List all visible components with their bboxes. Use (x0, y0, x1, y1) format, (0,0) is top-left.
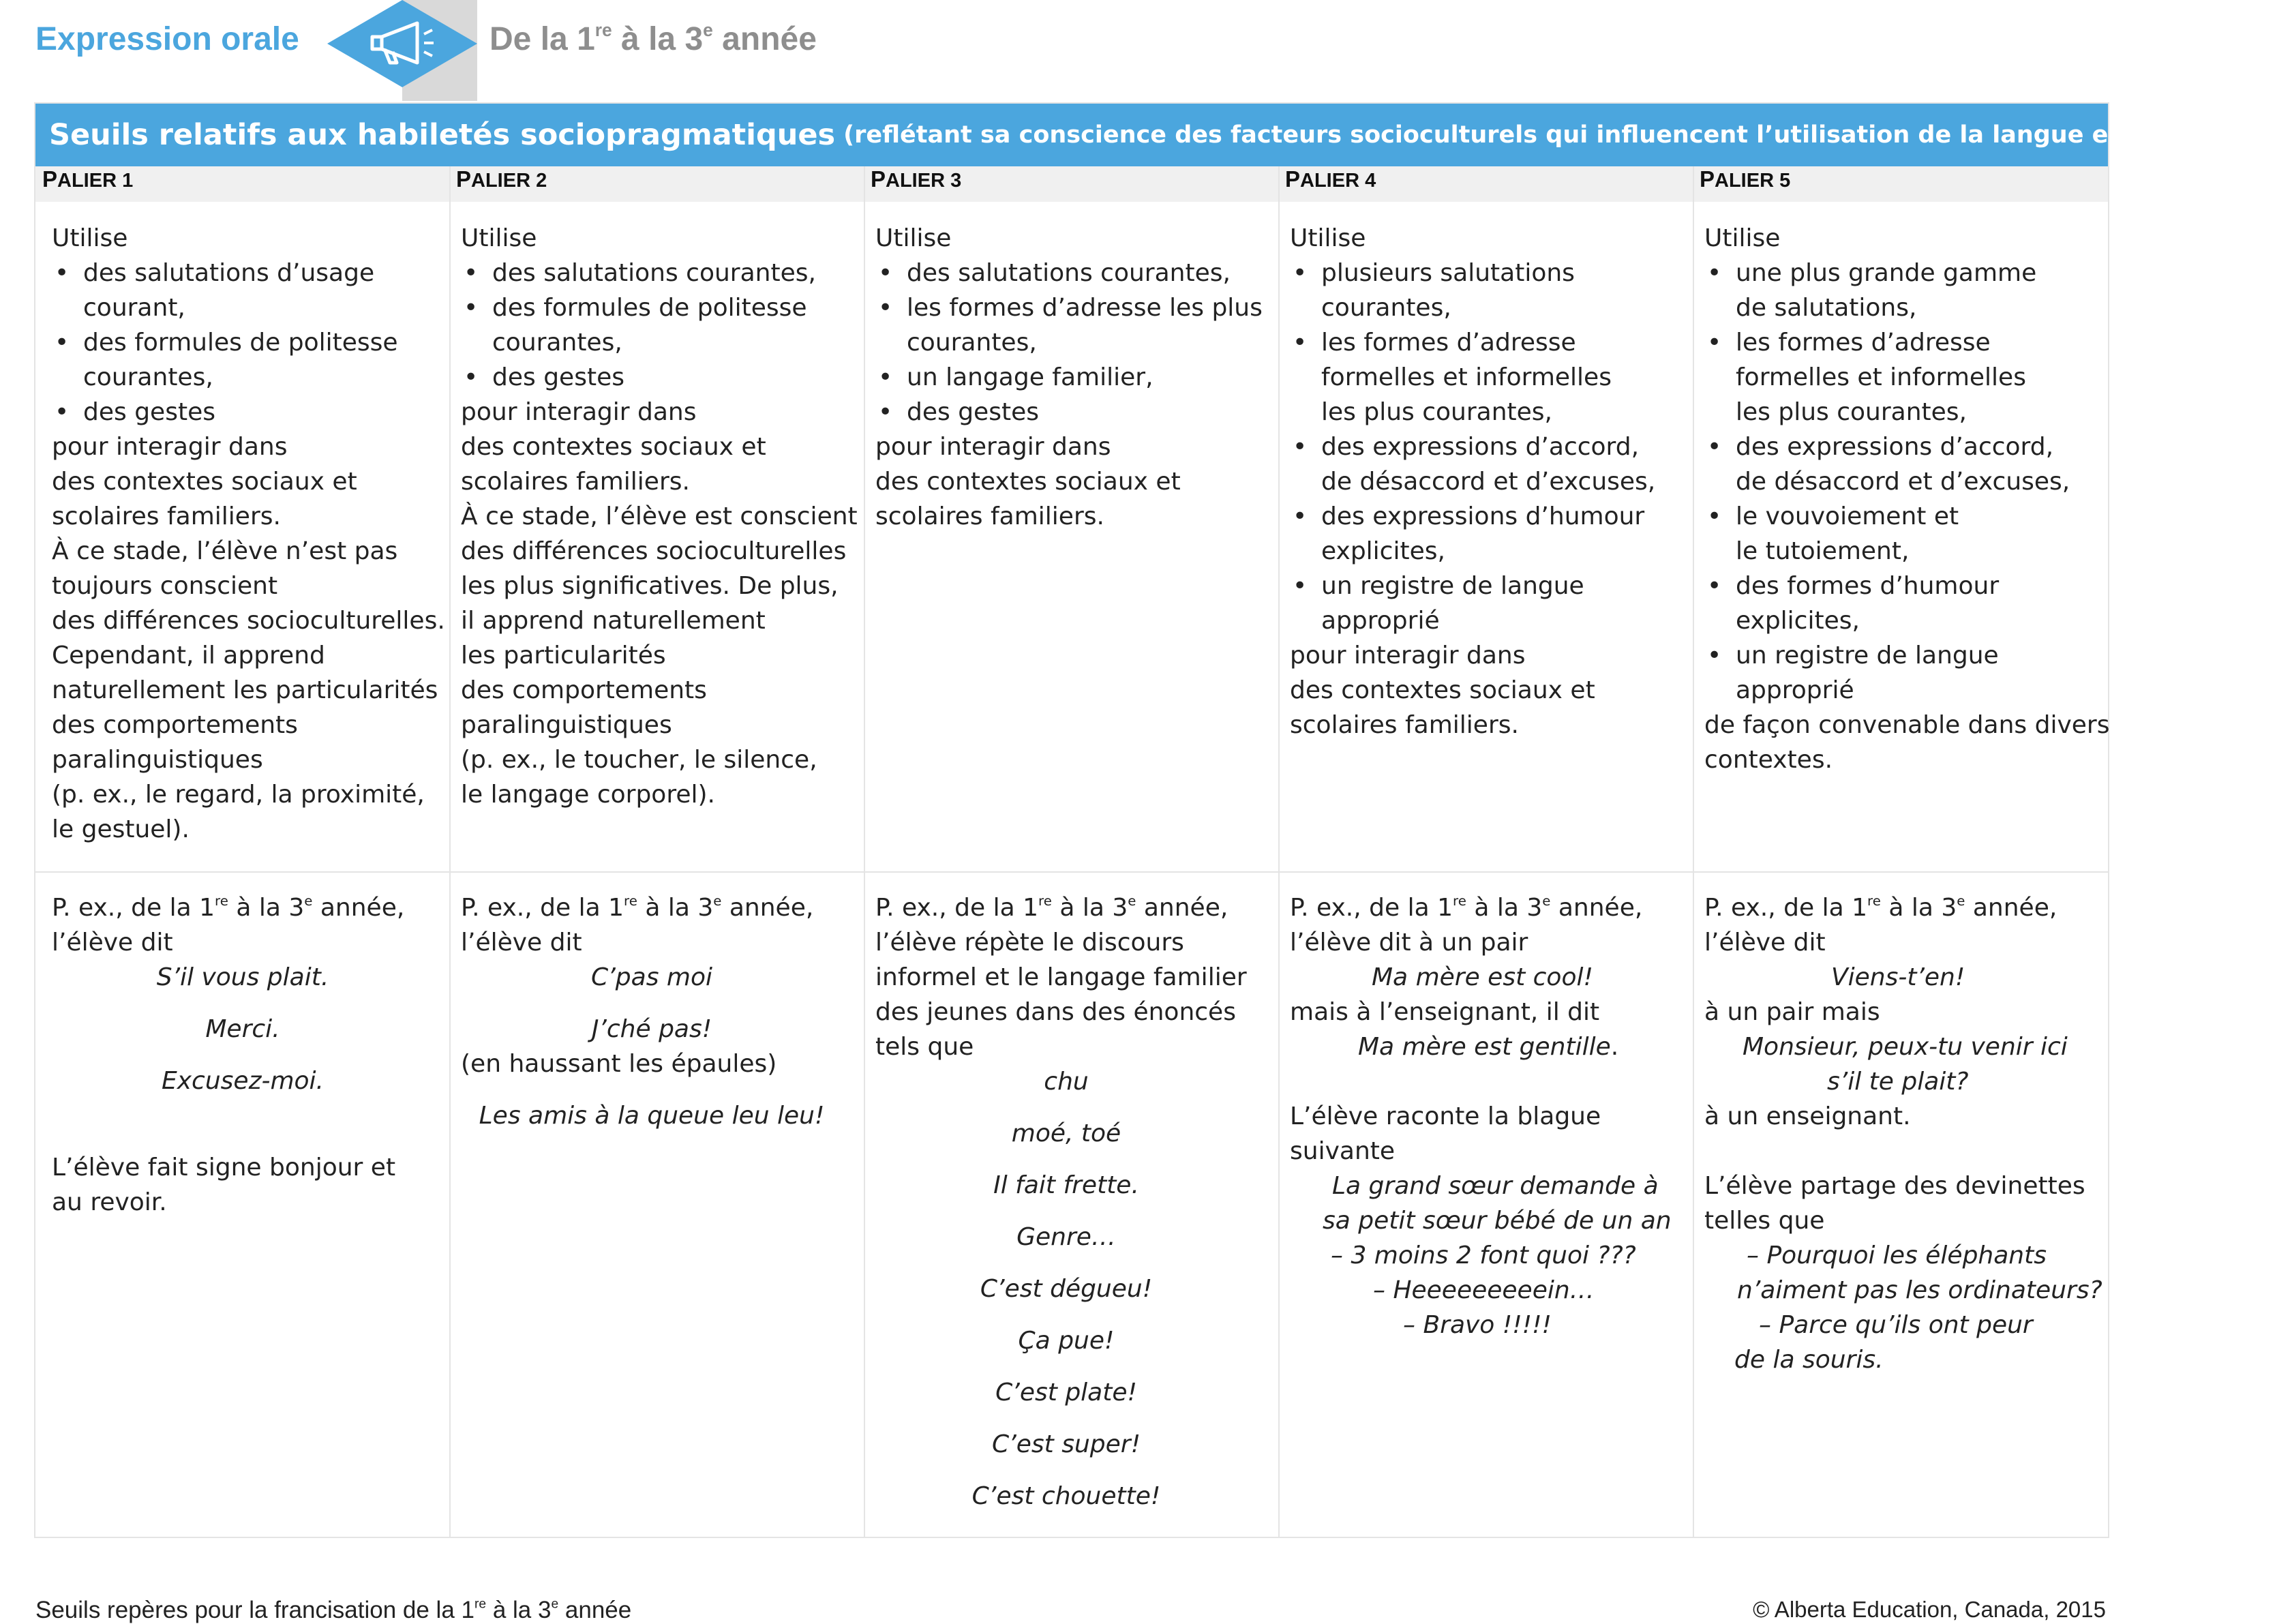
column-divider (449, 166, 451, 1537)
cell-text: pour interagir dans (461, 398, 697, 426)
list-item: • un langage familier, (875, 360, 1257, 395)
cell-text: Utilise (52, 224, 128, 252)
list-item: • des expressions d’accord, de désaccord et d’excuses, (1704, 430, 2086, 499)
cell-text: contextes. (1704, 746, 1833, 774)
cell-text: L’élève partage des devinettes (1704, 1172, 2085, 1200)
example-phrase: s’il te plait? (1827, 1068, 1969, 1096)
cell-text: telles que (1704, 1207, 1825, 1235)
banner-title: Seuils relatifs aux habiletés sociopragmatiques (49, 118, 836, 152)
cell-text: (p. ex., le regard, la proximité, (52, 781, 425, 809)
cell-text: naturellement les particularités (52, 676, 438, 704)
cell-text: des comportements (461, 676, 707, 704)
example-intro: P. ex., de la 1re à la 3e année, (875, 893, 1228, 922)
example-phrase: chu (1044, 1068, 1089, 1096)
palier-4-examples (1290, 890, 1672, 1342)
cell-text: scolaires familiers. (52, 502, 281, 530)
example-phrase: Monsieur, peux-tu venir ici (1743, 1033, 2068, 1061)
cell-text: le langage corporel). (461, 781, 715, 809)
palier-5-examples (1704, 890, 2102, 1377)
example-intro: P. ex., de la 1re à la 3e année, (461, 893, 814, 922)
cell-text: des différences socioculturelles. (52, 607, 445, 635)
example-intro: P. ex., de la 1re à la 3e année, (1704, 893, 2057, 922)
list-item: • un registre de langue approprié (1704, 638, 2086, 708)
cell-text: Utilise (1290, 224, 1366, 252)
cell-text: À ce stade, l’élève n’est pas (52, 537, 398, 565)
joke-line: – Bravo !!!!! (1403, 1311, 1552, 1339)
cell-text: suivante (1290, 1137, 1396, 1165)
cell-text: Utilise (875, 224, 952, 252)
page-header-subtitle: De la 1re à la 3e année (489, 20, 817, 57)
cell-text: Utilise (1704, 224, 1781, 252)
cell-text: l’élève dit (52, 929, 173, 957)
cell-text: Utilise (461, 224, 537, 252)
cell-text: l’élève répète le discours (875, 929, 1184, 957)
list-item: • des expressions d’humour explicites, (1290, 499, 1672, 569)
joke-line: La grand sœur demande à (1332, 1172, 1659, 1200)
example-phrase: C’est super! (991, 1430, 1141, 1458)
palier-1-description (52, 221, 445, 847)
example-phrase: Excusez-moi. (162, 1067, 324, 1095)
cell-text: l’élève dit (1704, 929, 1826, 957)
list-item: • des formules de politesse courantes, (52, 325, 434, 395)
cell-text: tels que (875, 1033, 974, 1061)
banner-subtitle: (reflétant sa conscience des facteurs socioculturels qui influencent l’utilisation de la langue en interaction) (843, 121, 2292, 149)
palier-1-examples (52, 890, 434, 1220)
palier-2-description (461, 221, 858, 812)
list-item: • des gestes (461, 360, 843, 395)
example-phrase: Genre… (1016, 1223, 1116, 1251)
list-item: • des gestes (875, 395, 1257, 430)
example-phrase: Il fait frette. (993, 1171, 1139, 1199)
cell-text: toujours conscient (52, 572, 278, 600)
riddle-line: – Pourquoi les éléphants (1747, 1242, 2047, 1269)
joke-line: sa petit sœur bébé de un an (1323, 1207, 1672, 1235)
column-header-palier-2: PALIER 2 (456, 166, 547, 192)
list-item: • des formules de politesse courantes, (461, 290, 843, 360)
table-banner (35, 104, 2292, 166)
palier-2-examples (461, 890, 843, 1133)
cell-text: le gestuel). (52, 815, 190, 843)
example-phrase: S’il vous plait. (156, 963, 329, 991)
cell-text: pour interagir dans (1290, 642, 1526, 670)
cell-text: des différences socioculturelles (461, 537, 847, 565)
footer-copyright: © Alberta Education, Canada, 2015 (1753, 1597, 2106, 1622)
cell-text: des contextes sociaux et (875, 468, 1181, 496)
cell-text: paralinguistiques (52, 746, 263, 774)
thresholds-table (34, 102, 2292, 1538)
column-header-palier-1: PALIER 1 (42, 166, 134, 192)
example-phrase: moé, toé (1011, 1119, 1121, 1147)
list-item: • plusieurs salutations courantes, (1290, 256, 1672, 325)
cell-text: L’élève raconte la blague (1290, 1102, 1601, 1130)
palier-3-examples (875, 890, 1257, 1531)
column-divider (864, 166, 865, 1537)
example-phrase: Les amis à la queue leu leu! (479, 1102, 825, 1130)
cell-text: des contextes sociaux et (1290, 676, 1595, 704)
example-intro: P. ex., de la 1re à la 3e année, (1290, 893, 1643, 922)
cell-text: des contextes sociaux et (461, 433, 766, 461)
list-item: • les formes d’adresse formelles et informelles les plus courantes, (1290, 325, 1672, 430)
cell-text: pour interagir dans (52, 433, 288, 461)
cell-text: l’élève dit à un pair (1290, 929, 1528, 957)
cell-text: à un pair mais (1704, 998, 1880, 1026)
list-item: • des expressions d’accord, de désaccord et d’excuses, (1290, 430, 1672, 499)
cell-text: l’élève dit (461, 929, 582, 957)
cell-text: des jeunes dans des énoncés (875, 998, 1236, 1026)
footer-document-title: Seuils repères pour la francisation de la 1re à la 3e année (35, 1597, 632, 1623)
row-divider (35, 871, 2108, 873)
column-header-palier-4: PALIER 4 (1285, 166, 1376, 192)
cell-text: il apprend naturellement (461, 607, 766, 635)
column-header-palier-3: PALIER 3 (871, 166, 962, 192)
riddle-line: de la souris. (1734, 1346, 1884, 1374)
cell-text: scolaires familiers. (1290, 711, 1519, 739)
cell-text: L’élève fait signe bonjour et (52, 1154, 396, 1182)
cell-text: des comportements (52, 711, 298, 739)
list-item: • une plus grande gamme de salutations, (1704, 256, 2086, 325)
list-item: • des formes d’humour explicites, (1704, 569, 2086, 638)
cell-text: Cependant, il apprend (52, 642, 325, 670)
list-item: • les formes d’adresse les plus courantes, (875, 290, 1257, 360)
example-phrase: Merci. (205, 1015, 280, 1043)
cell-text: mais à l’enseignant, il dit (1290, 998, 1600, 1026)
cell-text: les particularités (461, 642, 666, 670)
column-divider (1693, 166, 1694, 1537)
list-item: • les formes d’adresse formelles et informelles les plus courantes, (1704, 325, 2086, 430)
example-phrase: Viens-t’en! (1831, 963, 1965, 991)
cell-text: À ce stade, l’élève est conscient (461, 502, 858, 530)
column-divider (1278, 166, 1280, 1537)
cell-text: pour interagir dans (875, 433, 1111, 461)
cell-text: paralinguistiques (461, 711, 672, 739)
cell-text: des contextes sociaux et (52, 468, 357, 496)
cell-text: de façon convenable dans divers (1704, 711, 2110, 739)
example-phrase: J’ché pas! (591, 1015, 712, 1043)
cell-text: (en haussant les épaules) (461, 1050, 777, 1078)
joke-line: – 3 moins 2 font quoi ??? (1331, 1242, 1636, 1269)
column-header-palier-5: PALIER 5 (1700, 166, 1791, 192)
list-item: • des salutations courantes, (875, 256, 1257, 290)
example-phrase: C’est chouette! (971, 1482, 1161, 1510)
cell-text: à un enseignant. (1704, 1102, 1911, 1130)
palier-5-description (1704, 221, 2110, 777)
cell-text: au revoir. (52, 1188, 167, 1216)
palier-4-description (1290, 221, 1672, 742)
riddle-line: n’aiment pas les ordinateurs? (1737, 1276, 2102, 1304)
list-item: • le vouvoiement et le tutoiement, (1704, 499, 2086, 569)
palier-3-description (875, 221, 1263, 534)
example-phrase: Ça pue! (1018, 1327, 1115, 1355)
list-item: • des salutations courantes, (461, 256, 843, 290)
page-header-title: Expression orale (35, 21, 299, 57)
cell-text: (p. ex., le toucher, le silence, (461, 746, 817, 774)
example-intro: P. ex., de la 1re à la 3e année, (52, 893, 405, 922)
cell-text: informel et le langage familier (875, 963, 1247, 991)
list-item: • des salutations d’usage courant, (52, 256, 434, 325)
cell-text: les plus significatives. De plus, (461, 572, 839, 600)
example-phrase: Ma mère est cool! (1372, 963, 1593, 991)
list-item: • des gestes (52, 395, 434, 430)
example-phrase: C’pas moi (591, 963, 712, 991)
example-phrase: Ma mère est gentille. (1358, 1033, 1619, 1061)
megaphone-icon (327, 0, 477, 101)
riddle-line: – Parce qu’ils ont peur (1759, 1311, 2033, 1339)
example-phrase: C’est dégueu! (980, 1275, 1153, 1303)
column-headers (35, 166, 2108, 202)
list-item: • un registre de langue approprié (1290, 569, 1672, 638)
cell-text: scolaires familiers. (461, 468, 690, 496)
example-phrase: C’est plate! (995, 1379, 1137, 1407)
cell-text: scolaires familiers. (875, 502, 1104, 530)
joke-line: – Heeeeeeeeein… (1373, 1276, 1595, 1304)
